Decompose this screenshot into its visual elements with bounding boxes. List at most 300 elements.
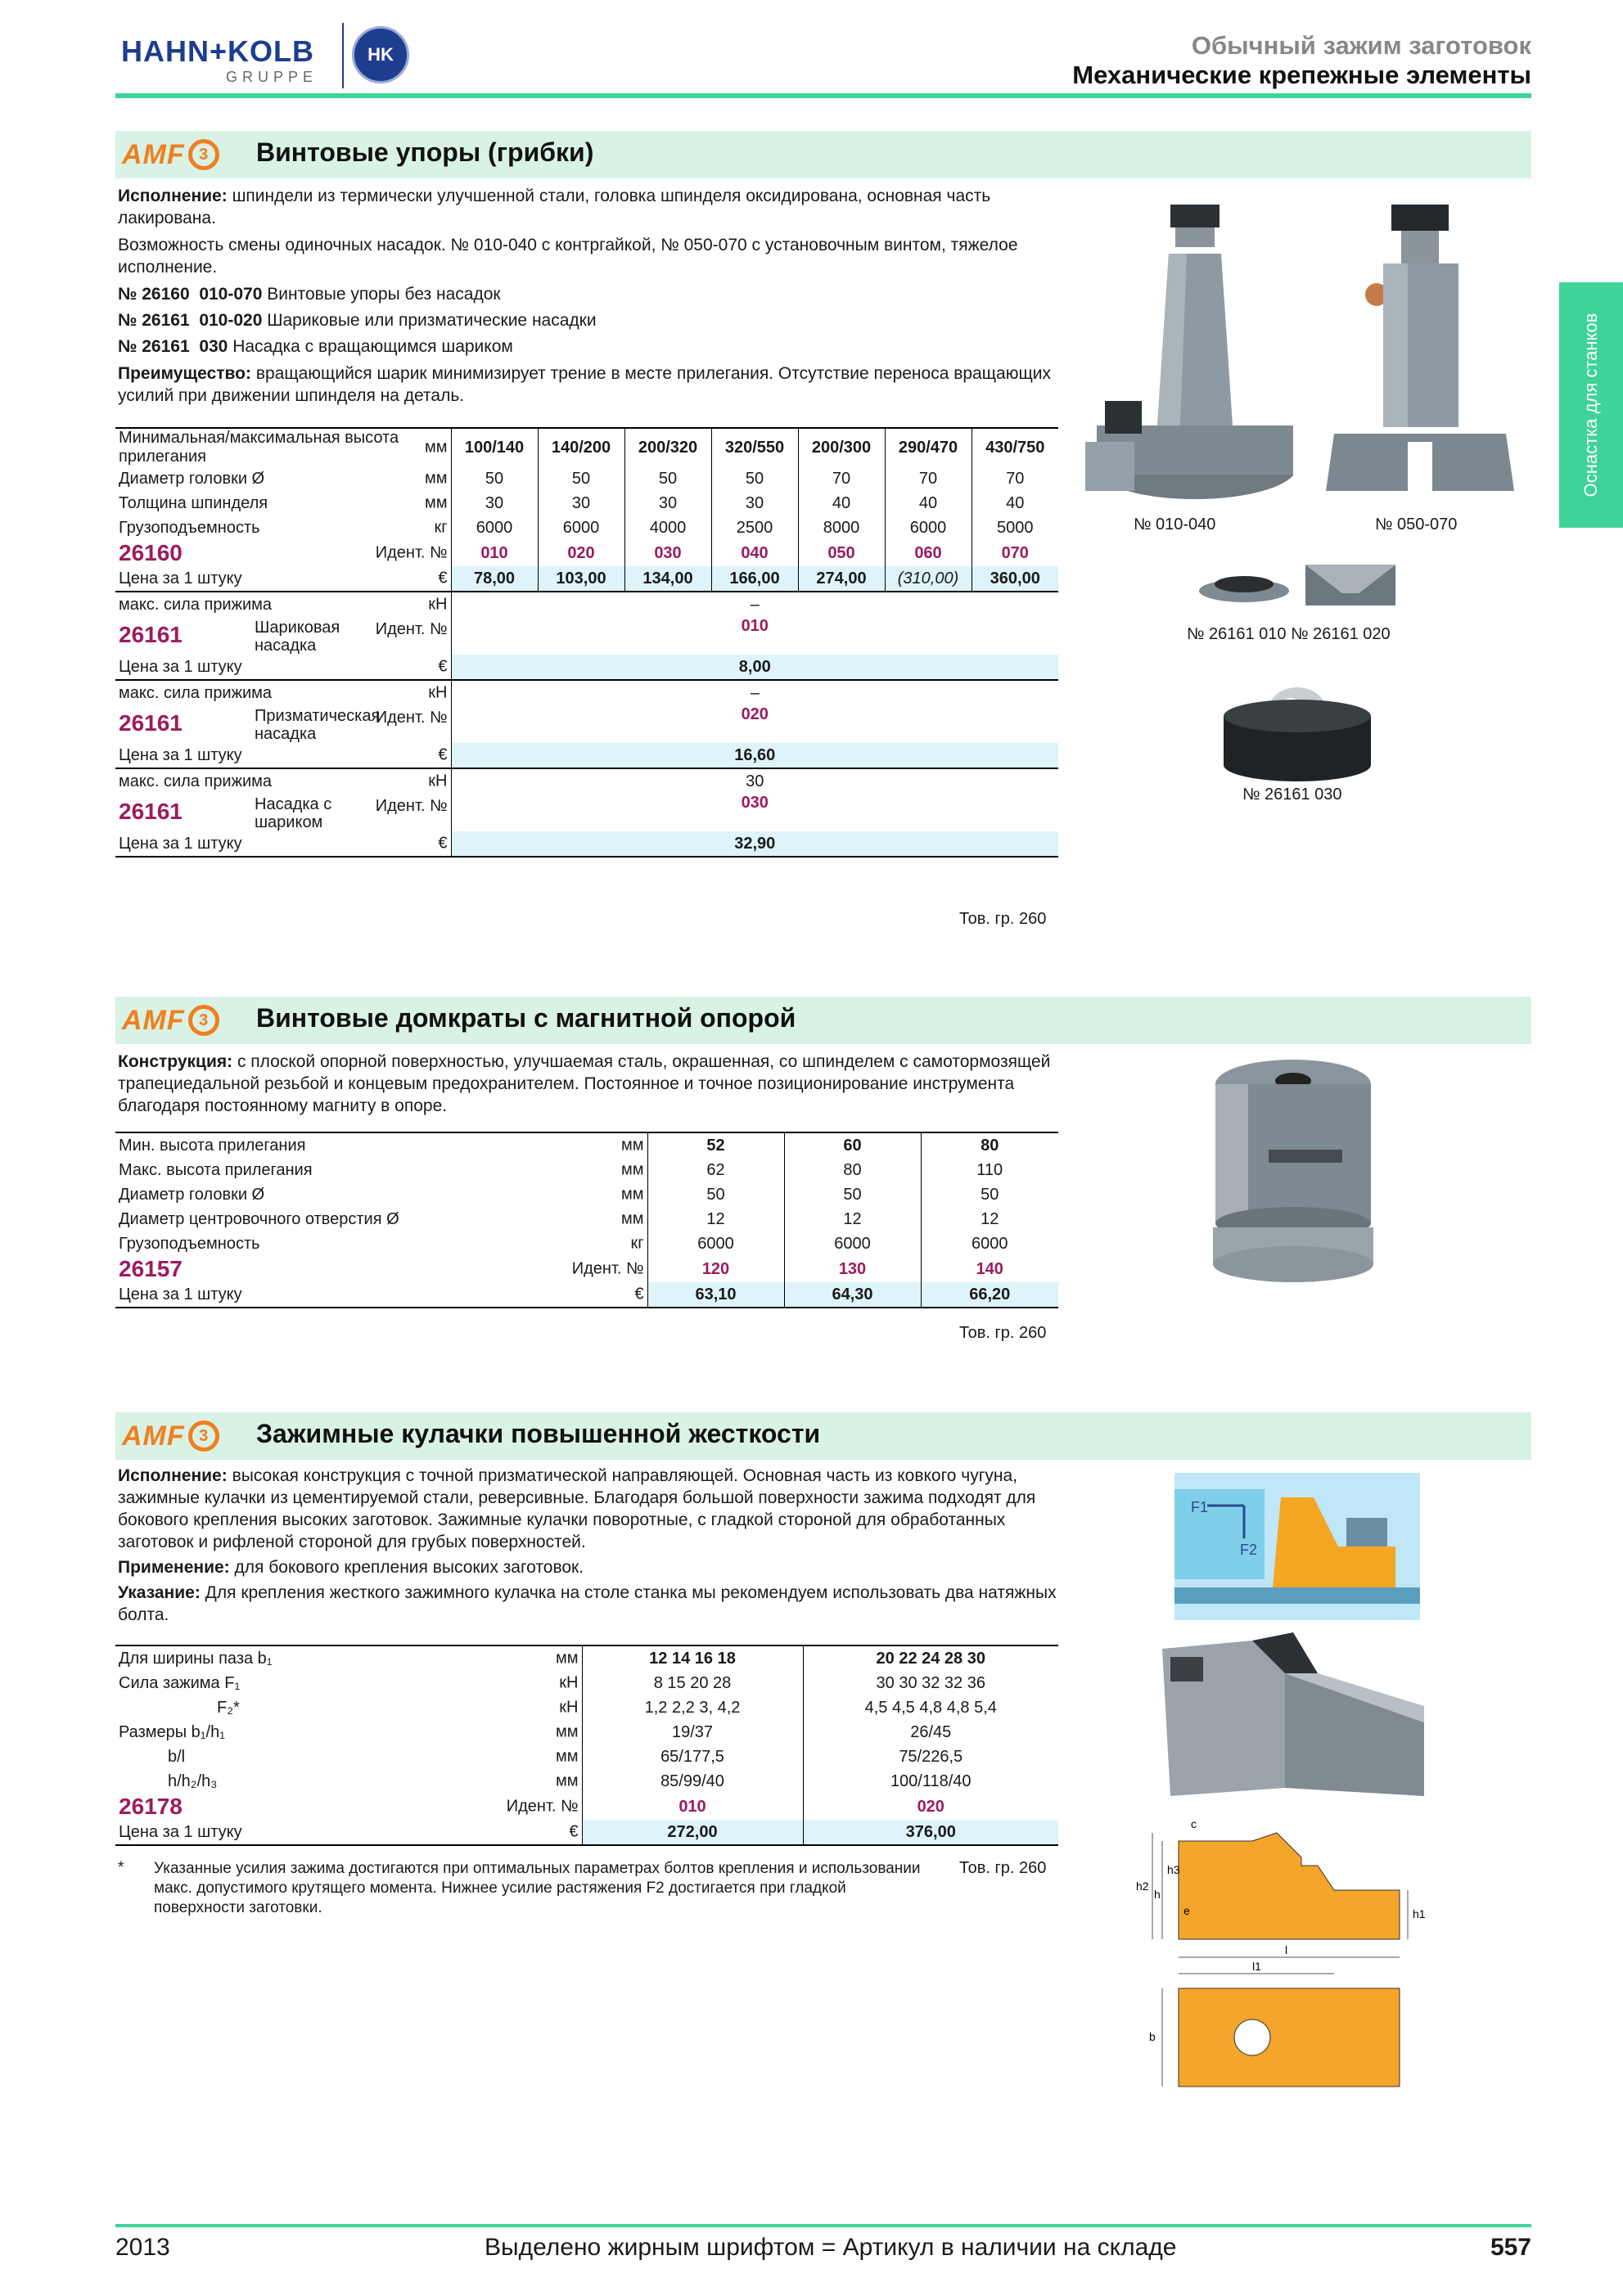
amf-mark-icon: [188, 1005, 219, 1036]
row-label: Диаметр головки Ø: [119, 469, 265, 488]
row-label: h/h₂/h₃: [168, 1772, 218, 1790]
label-b: b: [1149, 2030, 1156, 2043]
footer-year: 2013: [115, 2234, 170, 2261]
value-cell: 100/118/40: [803, 1769, 1058, 1794]
s1-description: [118, 185, 1059, 407]
price-cell: 274,00: [798, 566, 885, 592]
s1-p3: [118, 362, 1059, 407]
row-unit: мм: [556, 1747, 579, 1766]
article-number: 26161: [119, 622, 183, 647]
value-cell: 40: [798, 491, 885, 515]
row-label-cell: [115, 1231, 647, 1256]
row-unit: кН: [428, 683, 448, 702]
ident-cell: 120: [647, 1256, 784, 1282]
ident-cell: 010: [451, 540, 538, 566]
row-label: макс. сила прижима: [119, 683, 273, 702]
value-cell: 50: [784, 1182, 921, 1207]
value-cell: 8000: [798, 515, 885, 540]
amf-logo: [122, 1419, 219, 1453]
amf-mark: 3: [199, 1426, 209, 1445]
price-cell: 166,00: [711, 566, 798, 592]
row-unit: кг: [434, 518, 448, 537]
header-title-1: Обычный зажим заготовок: [1191, 31, 1531, 60]
row-label: Цена за 1 штуку: [119, 657, 242, 676]
row-unit: мм: [621, 1136, 644, 1155]
value-cell: 60: [784, 1132, 921, 1158]
row-unit: мм: [621, 1160, 644, 1179]
value-cell: 19/37: [582, 1720, 803, 1745]
caption-050-070: № 050-070: [1375, 515, 1458, 533]
row-unit: €: [438, 834, 448, 853]
s1-l2-code: 010-020: [199, 311, 263, 330]
price-label-cell: [115, 743, 451, 768]
table-row: [115, 1695, 1058, 1720]
s3-p1: [118, 1465, 1059, 1553]
amf-logo-text: AMF: [122, 138, 185, 170]
value-cell: 30: [711, 491, 798, 515]
value-cell: 6000: [885, 515, 972, 540]
label-e: e: [1183, 1904, 1190, 1917]
table-row: [115, 1207, 1058, 1231]
value-cell: 200/300: [798, 428, 885, 466]
value-cell: 62: [647, 1158, 784, 1182]
prism-attachment-image: [1301, 556, 1400, 622]
price-cell: 16,60: [451, 743, 1058, 768]
row-label-cell: [115, 466, 451, 491]
s3-footnote: Указанные усилия зажима достигаются при оптимальных параметрах болтов крепления и использовании макс. допустимого крутящего момента. Нижнее усилие растяжения F2 достигается при гладкой поверхности заготовки.: [154, 1860, 921, 1916]
row-unit: €: [438, 657, 448, 676]
rotating-ball-attachment-image: [1215, 651, 1379, 781]
amf-mark-icon: [188, 139, 219, 170]
table-row: [115, 515, 1058, 540]
s3-p3-text: Для крепления жесткого зажимного кулачка на столе станка мы рекомендуем использовать два натяжных болта.: [118, 1583, 1057, 1624]
price-row: [115, 566, 1058, 592]
s3-footnote-mark: *: [118, 1859, 124, 1876]
row-label: Цена за 1 штуку: [119, 569, 242, 588]
row-unit: мм: [556, 1722, 579, 1741]
s1-l1-no: № 26160: [118, 285, 190, 304]
price-cell: 360,00: [972, 566, 1058, 592]
s1-l1-code: 010-070: [199, 285, 263, 304]
force-value: –: [451, 680, 1058, 705]
table-row: [115, 1231, 1058, 1256]
row-label: b/l: [168, 1747, 186, 1766]
ident-cell: 020: [803, 1794, 1058, 1820]
clamp-dimension-drawing: [1129, 1817, 1473, 2127]
caption-26161-010-020: № 26161 010 № 26161 020: [1187, 625, 1391, 643]
s1-l3-text: Насадка с вращающимся шариком: [228, 337, 513, 356]
id-row: [115, 1794, 1058, 1820]
ident-cell: 010: [582, 1794, 803, 1820]
price-cell: 63,10: [647, 1282, 784, 1308]
amf-mark: 3: [199, 1011, 209, 1029]
table-row: [115, 1671, 1058, 1695]
row-label: Цена за 1 штуку: [119, 834, 242, 853]
article-cell: [115, 794, 451, 831]
row-unit: кг: [630, 1234, 644, 1253]
ident-cell: 040: [711, 540, 798, 566]
force-value: 30: [451, 768, 1058, 794]
s1-l2-no: № 26161: [118, 311, 190, 330]
row-label: Мин. высота прилегания: [119, 1136, 306, 1155]
row-label: Цена за 1 штуку: [119, 1285, 242, 1303]
row-label-cell: [115, 1745, 582, 1769]
price-cell: 78,00: [451, 566, 538, 592]
row-label-cell: [115, 1671, 582, 1695]
row-unit: мм: [425, 438, 448, 457]
brand-divider: [342, 23, 344, 88]
amf-logo: [122, 137, 219, 172]
row-unit: кН: [559, 1673, 579, 1692]
value-cell: 50: [451, 466, 538, 491]
force-row: [115, 592, 1058, 617]
value-cell: 20 22 24 28 30: [803, 1645, 1058, 1671]
ident-cell: 070: [972, 540, 1058, 566]
row-unit: Идент. №: [571, 1259, 644, 1278]
table-row: [115, 428, 1058, 466]
value-cell: 4000: [624, 515, 711, 540]
id-row: [115, 617, 1058, 655]
caption-26161-030: № 26161 030: [1242, 786, 1342, 804]
value-cell: 80: [784, 1158, 921, 1182]
row-label: Цена за 1 штуку: [119, 1822, 242, 1841]
price-cell: 103,00: [538, 566, 624, 592]
row-label: Размеры b₁/h₁: [119, 1722, 225, 1741]
s1-l1-text: Винтовые упоры без насадок: [262, 285, 501, 304]
price-cell: 66,20: [921, 1282, 1058, 1308]
amf-mark: 3: [199, 145, 209, 164]
row-label-cell: [115, 1132, 647, 1158]
row-unit: мм: [425, 469, 448, 488]
value-cell: 12 14 16 18: [582, 1645, 803, 1671]
screw-stop-050-070-image: [1326, 196, 1522, 507]
s3-p1-label: Исполнение:: [118, 1466, 228, 1485]
footer-note: Выделено жирным шрифтом = Артикул в наличии на складе: [485, 2234, 1177, 2261]
s2-p1-label: Конструкция:: [118, 1052, 233, 1071]
footer-rule: [115, 2224, 1531, 2227]
s1-p1-label: Исполнение:: [118, 187, 228, 205]
row-unit: кН: [559, 1698, 579, 1717]
row-label-cell: [115, 1645, 582, 1671]
article-cell: [115, 1256, 647, 1282]
row-unit: мм: [556, 1649, 579, 1668]
price-cell: 8,00: [451, 655, 1058, 680]
value-cell: 6000: [921, 1231, 1058, 1256]
s2-description: [118, 1051, 1059, 1117]
value-cell: 430/750: [972, 428, 1058, 466]
price-row: [115, 831, 1058, 857]
value-cell: 85/99/40: [582, 1769, 803, 1794]
value-cell: 50: [647, 1182, 784, 1207]
price-label-cell: [115, 1820, 582, 1845]
value-cell: 110: [921, 1158, 1058, 1182]
s1-p1-text: шпиндели из термически улучшенной стали, головка шпинделя оксидирована, основная часть лакирована.: [118, 187, 991, 227]
row-label: макс. сила прижима: [119, 772, 273, 790]
attachment-name: Призматическая насадка: [255, 707, 381, 743]
ident-cell: 050: [798, 540, 885, 566]
value-cell: 26/45: [803, 1720, 1058, 1745]
s3-spec-table: [115, 1645, 1058, 1846]
label-h2: h2: [1136, 1880, 1149, 1893]
price-row: [115, 655, 1058, 680]
s1-line-3: [118, 335, 1059, 358]
s3-p2-text: для бокового крепления высоких заготовок.: [229, 1558, 584, 1577]
row-label-cell: [115, 491, 451, 515]
label-l1: l1: [1252, 1960, 1261, 1973]
row-label-cell: [115, 1207, 647, 1231]
table-row: [115, 1182, 1058, 1207]
ident-label: Идент. №: [375, 797, 448, 815]
section-1-header: [115, 131, 1531, 178]
magnetic-jack-image: [1203, 1051, 1383, 1297]
clamp-force-diagram: [1174, 1473, 1420, 1620]
s1-spec-table: [115, 427, 1058, 858]
value-cell: 70: [972, 466, 1058, 491]
s3-p2-label: Применение:: [118, 1558, 230, 1577]
row-label: Диаметр головки Ø: [119, 1185, 265, 1204]
s1-p3-text: вращающийся шарик минимизирует трение в месте прилегания. Отсутствие переноса вращающих усилий при движении шпинделя на деталь.: [118, 364, 1051, 405]
ident-cell: 130: [784, 1256, 921, 1282]
price-cell: 272,00: [582, 1820, 803, 1845]
row-label-cell: [115, 1182, 647, 1207]
section-2-header: [115, 997, 1531, 1044]
value-cell: 70: [885, 466, 972, 491]
article-number: 26161: [119, 799, 183, 824]
label-h: h: [1154, 1888, 1161, 1901]
ident-cell: 140: [921, 1256, 1058, 1282]
s1-p2: Возможность смены одиночных насадок. № 010-040 с контргайкой, № 050-070 с установочным винтом, тяжелое исполнение.: [118, 236, 1018, 277]
s3-p2: [118, 1556, 1059, 1578]
s2-p1: [118, 1051, 1059, 1117]
s2-tov: Тов. гр. 260: [959, 1324, 1047, 1342]
row-label-cell: [115, 515, 451, 540]
s1-p3-label: Преимущество:: [118, 364, 251, 383]
label-h3: h3: [1167, 1863, 1180, 1876]
value-cell: 50: [921, 1182, 1058, 1207]
article-number: 26157: [119, 1256, 183, 1281]
value-cell: 75/226,5: [803, 1745, 1058, 1769]
value-cell: 52: [647, 1132, 784, 1158]
ident-cell: 060: [885, 540, 972, 566]
value-cell: 1,2 2,2 3, 4,2: [582, 1695, 803, 1720]
s3-p1-text: высокая конструкция с точной призматической направляющей. Основная часть из ковкого чугуна, зажимные кулачки из цементируемой стали, реверсивные. Благодаря большой поверхности зажима подходят для бокового крепления высоких заготовок. Зажимные кулачки поворотные, с гладкой стороной для обработанных заготовок и рифленой стороной для грубых поверхностей.: [118, 1466, 1036, 1551]
ident-cell: 020: [538, 540, 624, 566]
value-cell: 50: [538, 466, 624, 491]
value-cell: 65/177,5: [582, 1745, 803, 1769]
row-label-cell: [115, 428, 451, 466]
force-value: –: [451, 592, 1058, 617]
section-1-title: Винтовые упоры (грибки): [256, 137, 594, 167]
row-label: Цена за 1 штуку: [119, 745, 242, 764]
table-row: [115, 1132, 1058, 1158]
row-unit: кН: [428, 772, 448, 790]
clamp-jaw-photo: [1154, 1624, 1424, 1812]
value-cell: 6000: [538, 515, 624, 540]
s3-description: [118, 1465, 1059, 1626]
s1-l3-code: 030: [199, 337, 228, 356]
s1-tov: Тов. гр. 260: [959, 910, 1047, 928]
value-cell: 5000: [972, 515, 1058, 540]
article-cell: [115, 1794, 582, 1820]
label-f1: F1: [1191, 1499, 1209, 1515]
row-label-cell: [115, 1695, 582, 1720]
price-cell: 64,30: [784, 1282, 921, 1308]
table-row: [115, 1745, 1058, 1769]
row-label-cell: [115, 1769, 582, 1794]
value-cell: 100/140: [451, 428, 538, 466]
value-cell: 30: [538, 491, 624, 515]
price-label-cell: [115, 566, 451, 592]
price-cell: 376,00: [803, 1820, 1058, 1845]
ident-label: Идент. №: [375, 709, 448, 727]
ball-attachment-image: [1195, 565, 1293, 614]
force-label-cell: [115, 592, 451, 617]
value-cell: 2500: [711, 515, 798, 540]
page-number: 557: [1490, 2234, 1531, 2261]
s1-line-1: [118, 283, 1059, 305]
value-cell: 6000: [784, 1231, 921, 1256]
attachment-name: Насадка с шариком: [255, 795, 332, 831]
row-label: Макс. высота прилегания: [119, 1160, 313, 1179]
id-row: [115, 794, 1058, 831]
article-cell: [115, 540, 451, 566]
s3-p3-label: Указание:: [118, 1583, 201, 1602]
row-label: Толщина шпинделя: [119, 493, 268, 512]
price-row: [115, 1820, 1058, 1845]
value-cell: 30: [451, 491, 538, 515]
price-row: [115, 1282, 1058, 1308]
row-label-cell: [115, 1720, 582, 1745]
brand-sub: GRUPPE: [226, 69, 318, 85]
s1-l2-text: Шариковые или призматические насадки: [262, 311, 597, 330]
ident-label: Идент. №: [375, 620, 448, 638]
ident-cell: 020: [451, 705, 1058, 743]
article-cell: [115, 705, 451, 743]
article-number: 26160: [119, 540, 183, 565]
s1-p1: [118, 185, 1059, 229]
value-cell: 50: [711, 466, 798, 491]
amf-logo: [122, 1003, 219, 1038]
value-cell: 30 30 32 32 36: [803, 1671, 1058, 1695]
article-number: 26178: [119, 1794, 183, 1819]
row-unit: мм: [425, 493, 448, 512]
s2-p1-text: с плоской опорной поверхностью, улучшаемая сталь, окрашенная, со шпинделем с самотормозящей трапециедальной резьбой и концевым предохранителем. Постоянное и точное позиционирование инструмента благодаря постоянному магниту в опоре.: [118, 1052, 1051, 1115]
label-f2: F2: [1240, 1542, 1258, 1558]
value-cell: 140/200: [538, 428, 624, 466]
value-cell: 200/320: [624, 428, 711, 466]
table-row: [115, 1158, 1058, 1182]
value-cell: 12: [647, 1207, 784, 1231]
header-rule: [115, 93, 1531, 98]
force-row: [115, 680, 1058, 705]
article-cell: [115, 617, 451, 655]
side-tab[interactable]: [1559, 282, 1623, 528]
value-cell: 70: [798, 466, 885, 491]
section-3-header: [115, 1412, 1531, 1460]
value-cell: 290/470: [885, 428, 972, 466]
id-row: [115, 705, 1058, 743]
screw-stop-010-040-image: [1072, 196, 1293, 507]
value-cell: 320/550: [711, 428, 798, 466]
value-cell: 40: [885, 491, 972, 515]
row-label: макс. сила прижима: [119, 595, 273, 614]
ident-cell: 030: [451, 794, 1058, 831]
row-unit: мм: [621, 1185, 644, 1204]
value-cell: 50: [624, 466, 711, 491]
s2-spec-table: [115, 1132, 1058, 1308]
row-label-cell: [115, 1158, 647, 1182]
brand-name: HAHN+KOLB: [121, 34, 315, 68]
ident-cell: 030: [624, 540, 711, 566]
price-cell: (310,00): [885, 566, 972, 592]
row-label: Грузоподъемность: [119, 1234, 260, 1253]
value-cell: 40: [972, 491, 1058, 515]
price-row: [115, 743, 1058, 768]
force-row: [115, 768, 1058, 794]
brand-logo: [121, 23, 416, 88]
s1-l3-no: № 26161: [118, 337, 190, 356]
s3-tov: Тов. гр. 260: [959, 1859, 1047, 1877]
row-label: F₂*: [217, 1698, 240, 1717]
amf-mark-icon: [188, 1420, 219, 1452]
row-unit: мм: [621, 1209, 644, 1228]
row-label: Для ширины паза b₁: [119, 1649, 273, 1668]
row-unit: мм: [556, 1772, 579, 1790]
row-unit: Идент. №: [506, 1797, 579, 1816]
price-label-cell: [115, 1282, 647, 1308]
row-unit: €: [569, 1822, 579, 1841]
value-cell: 12: [921, 1207, 1058, 1231]
row-unit: Идент. №: [375, 543, 448, 562]
value-cell: 12: [784, 1207, 921, 1231]
section-2-title: Винтовые домкраты с магнитной опорой: [256, 1003, 796, 1033]
header-title-2: Механические крепежные элементы: [1072, 61, 1531, 89]
article-number: 26161: [119, 710, 183, 736]
ident-cell: 010: [451, 617, 1058, 655]
value-cell: 4,5 4,5 4,8 4,8 5,4: [803, 1695, 1058, 1720]
label-l: l: [1285, 1943, 1288, 1956]
s1-line-2: [118, 309, 1059, 331]
row-unit: кН: [428, 595, 448, 614]
row-label: Грузоподъемность: [119, 518, 260, 537]
force-label-cell: [115, 680, 451, 705]
row-unit: €: [438, 745, 448, 764]
row-label: Диаметр центровочного отверстия Ø: [119, 1209, 399, 1228]
label-h1: h1: [1413, 1907, 1426, 1920]
hk-emblem-icon: [352, 26, 409, 83]
value-cell: 6000: [647, 1231, 784, 1256]
price-cell: 32,90: [451, 831, 1058, 857]
emblem-letters: HK: [367, 44, 394, 65]
value-cell: 6000: [451, 515, 538, 540]
label-c: c: [1191, 1817, 1197, 1830]
row-label: Минимальная/максимальная высота прилегания: [119, 429, 399, 466]
table-row: [115, 466, 1058, 491]
id-row: [115, 1256, 1058, 1282]
amf-logo-text: AMF: [122, 1420, 185, 1452]
price-cell: 134,00: [624, 566, 711, 592]
value-cell: 8 15 20 28: [582, 1671, 803, 1695]
table-row: [115, 491, 1058, 515]
side-tab-label: Оснастка для станков: [1580, 313, 1601, 497]
table-row: [115, 1720, 1058, 1745]
value-cell: 80: [921, 1132, 1058, 1158]
table-row: [115, 1645, 1058, 1671]
section-3-title: Зажимные кулачки повышенной жесткости: [256, 1419, 821, 1448]
force-label-cell: [115, 768, 451, 794]
price-label-cell: [115, 831, 451, 857]
row-unit: €: [634, 1285, 644, 1303]
